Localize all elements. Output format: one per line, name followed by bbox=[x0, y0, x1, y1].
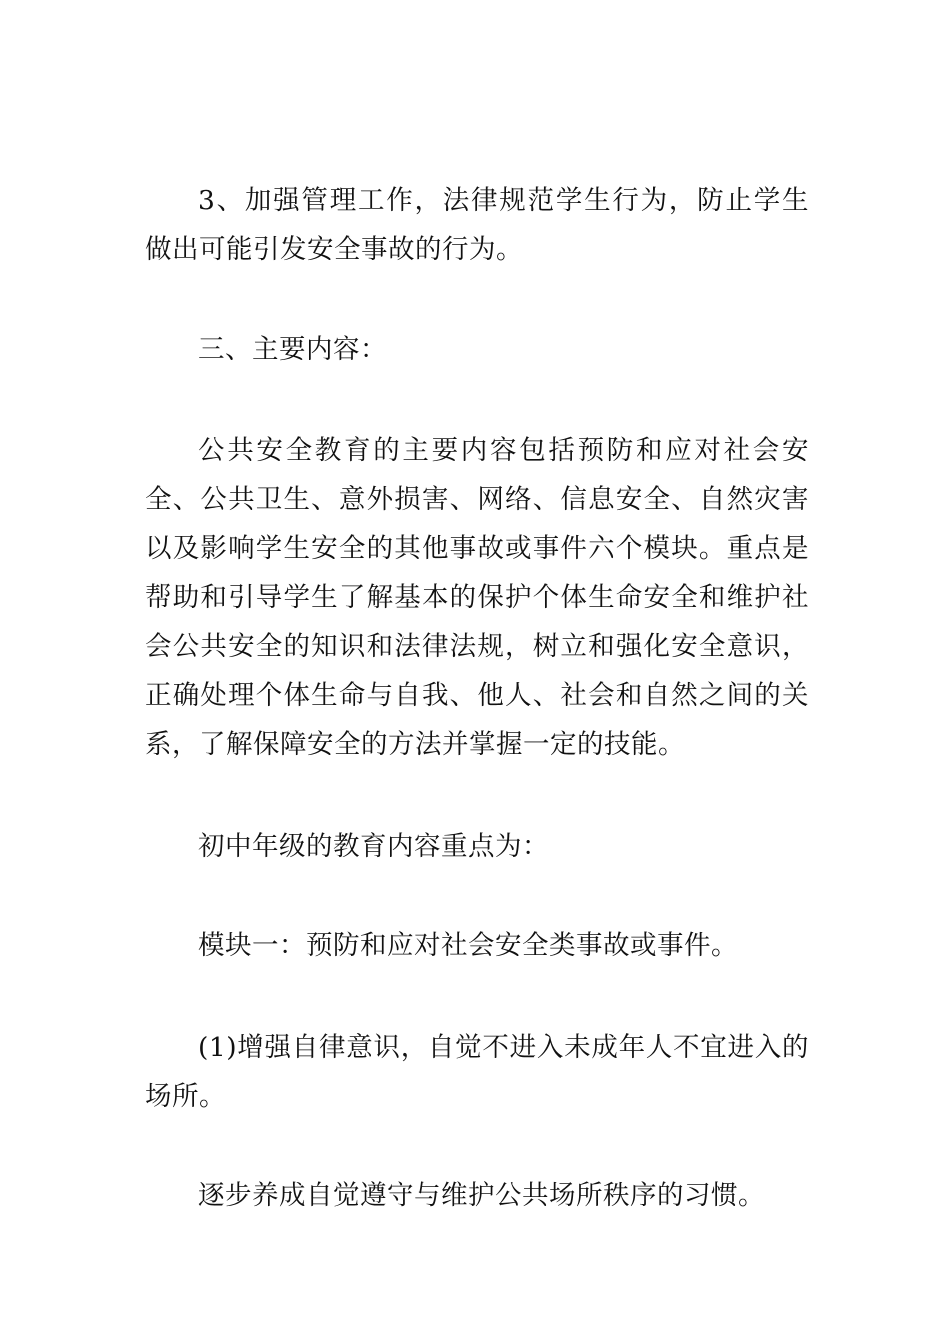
paragraph-management-work: 3、加强管理工作，法律规范学生行为，防止学生做出可能引发安全事故的行为。 bbox=[145, 185, 809, 265]
paragraph-junior-high-focus: 初中年级的教育内容重点为： bbox=[198, 831, 549, 862]
paragraph-item-self-discipline: (1)增强自律意识，自觉不进入未成年人不宜进入的场所。 bbox=[145, 1032, 809, 1112]
paragraph-public-order-habit: 逐步养成自觉遵守与维护公共场所秩序的习惯。 bbox=[198, 1180, 765, 1211]
section-heading-main-content: 三、主要内容： bbox=[198, 334, 387, 365]
paragraph-main-content-description: 公共安全教育的主要内容包括预防和应对社会安全、公共卫生、意外损害、网络、信息安全、自然灾害以及影响学生安全的其他事故或事件六个模块。重点是帮助和引导学生了解基本的保护个体生命安全和维护社会公共安全的知识和法律法规，树立和强化安全意识，正确处理个体生命与自我、他人、社会和自然之间的关系，了解保障安全的方法并掌握一定的技能。 bbox=[145, 435, 809, 760]
paragraph-module-one-title: 模块一：预防和应对社会安全类事故或事件。 bbox=[198, 930, 738, 961]
